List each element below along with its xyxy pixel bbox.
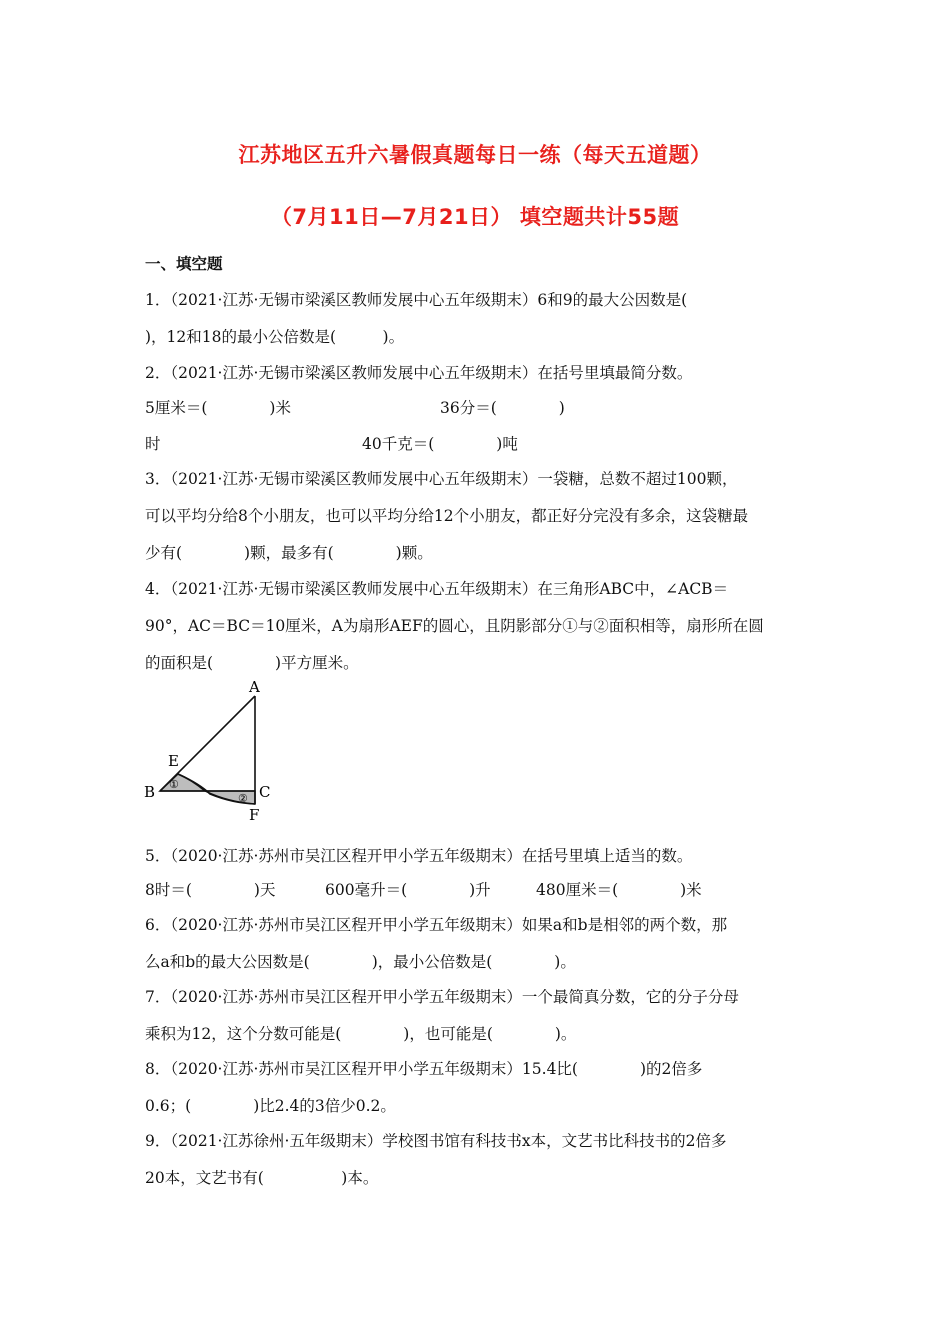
- q2-item-d: 40千克＝( )吨: [362, 435, 518, 453]
- q3-line-2: 可以平均分给8个小朋友，也可以平均分给12个小朋友，都正好分完没有多余，这袋糖最: [145, 507, 749, 525]
- label-region-2: ②: [238, 792, 248, 805]
- label-e: E: [168, 752, 179, 770]
- q3-line-1: 3．（2021·江苏·无锡市梁溪区教师发展中心五年级期末）一袋糖，总数不超过100颗，: [145, 470, 738, 488]
- triangle-figure: [140, 676, 280, 826]
- q9-line-2: 20本，文艺书有( )本。: [145, 1169, 379, 1187]
- side-ab: [160, 696, 255, 791]
- q6-line-2: 么a和b的最大公因数是( )，最小公倍数是( )。: [145, 953, 576, 971]
- q7-line-1: 7．（2020·江苏·苏州市吴江区程开甲小学五年级期末）一个最简真分数，它的分子分母: [145, 988, 739, 1006]
- title-line-2: （7月11日—7月21日） 填空题共计55题: [270, 205, 680, 229]
- label-c: C: [259, 783, 271, 801]
- q2-line-1: 2．（2021·江苏·无锡市梁溪区教师发展中心五年级期末）在括号里填最简分数。: [145, 364, 693, 382]
- q2-item-b: 36分＝( ): [440, 399, 565, 417]
- q3-line-3: 少有( )颗，最多有( )颗。: [145, 544, 433, 562]
- q4-line-2: 90°，AC＝BC＝10厘米，A为扇形AEF的圆心，且阴影部分①与②面积相等，扇形所在圆: [145, 617, 764, 635]
- q4-line-3: 的面积是( )平方厘米。: [145, 654, 359, 672]
- label-f: F: [249, 806, 260, 824]
- q5-line-1: 5．（2020·江苏·苏州市吴江区程开甲小学五年级期末）在括号里填上适当的数。: [145, 847, 693, 865]
- q4-line-1: 4．（2021·江苏·无锡市梁溪区教师发展中心五年级期末）在三角形ABC中，∠ACB＝: [145, 580, 729, 598]
- q6-line-1: 6．（2020·江苏·苏州市吴江区程开甲小学五年级期末）如果a和b是相邻的两个数，那: [145, 916, 728, 934]
- title-line-1: 江苏地区五升六暑假真题每日一练（每天五道题）: [238, 143, 712, 167]
- q5-item-c: 480厘米＝( )米: [536, 881, 702, 899]
- q9-line-1: 9．（2021·江苏徐州·五年级期末）学校图书馆有科技书x本，文艺书比科技书的2倍多: [145, 1132, 727, 1150]
- q8-line-2: 0.6；( )比2.4的3倍少0.2。: [145, 1097, 396, 1115]
- q1-line-2: )，12和18的最小公倍数是( )。: [145, 328, 405, 346]
- q8-line-1: 8．（2020·江苏·苏州市吴江区程开甲小学五年级期末）15.4比( )的2倍多: [145, 1060, 703, 1078]
- label-a: A: [249, 678, 260, 696]
- q1-line-1: 1．（2021·江苏·无锡市梁溪区教师发展中心五年级期末）6和9的最大公因数是(: [145, 291, 688, 309]
- q2-item-c: 时: [145, 435, 161, 453]
- section-heading: 一、填空题: [145, 255, 223, 273]
- label-region-1: ①: [169, 778, 179, 791]
- label-b: B: [144, 783, 156, 801]
- q5-item-b: 600毫升＝( )升: [325, 881, 491, 899]
- q7-line-2: 乘积为12，这个分数可能是( )，也可能是( )。: [145, 1025, 577, 1043]
- q2-item-a: 5厘米＝( )米: [145, 399, 291, 417]
- q5-item-a: 8时＝( )天: [145, 881, 276, 899]
